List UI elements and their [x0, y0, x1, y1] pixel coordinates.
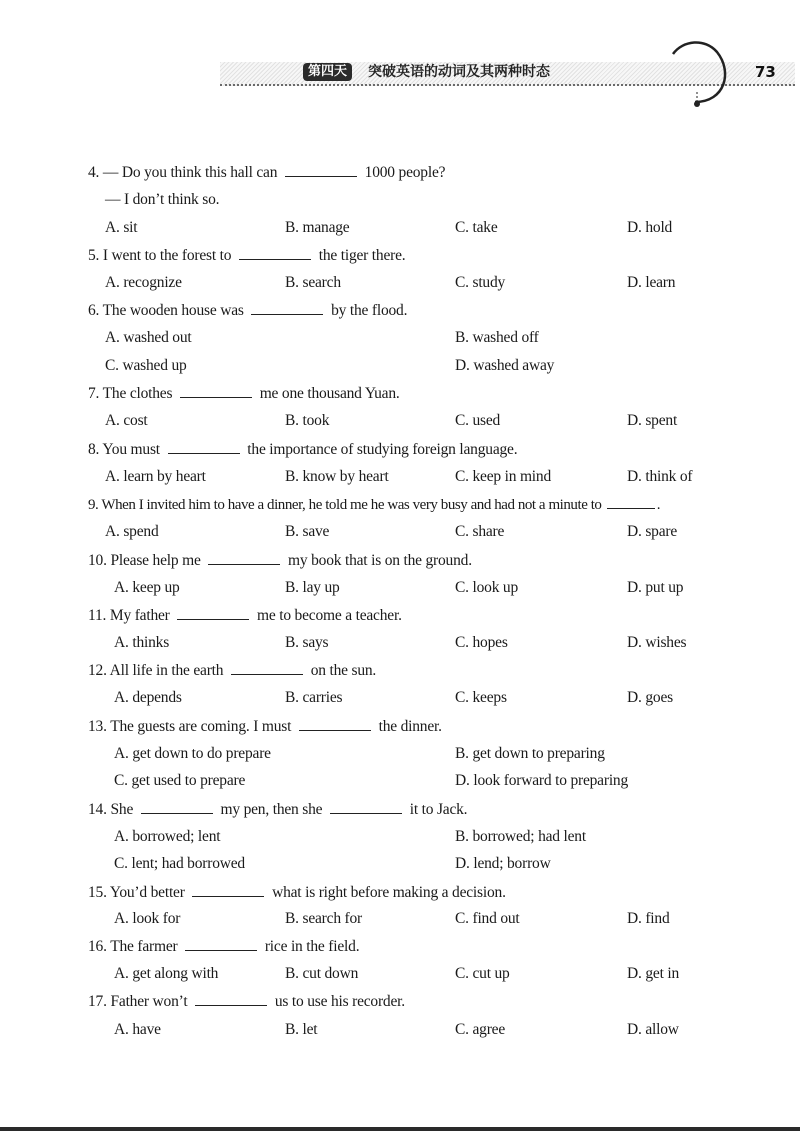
option-d[interactable]: D. allow — [627, 1021, 679, 1038]
option-d[interactable]: D. spare — [627, 523, 678, 540]
question-stem: The clothes — [102, 385, 173, 402]
option-d[interactable]: D. hold — [627, 219, 673, 236]
answer-blank[interactable] — [185, 935, 257, 951]
question-stem: The wooden house was — [102, 302, 244, 319]
question-stem: The farmer — [110, 938, 178, 955]
option-b[interactable]: B. says — [285, 634, 329, 651]
answer-blank[interactable] — [192, 881, 264, 897]
option-a[interactable]: A. thinks — [114, 634, 170, 651]
option-b[interactable]: B. manage — [285, 219, 350, 236]
answer-blank[interactable] — [208, 549, 280, 565]
option-d[interactable]: D. lend; borrow — [455, 855, 551, 872]
chapter-badge: 第四天 — [303, 63, 352, 81]
question-stem: All life in the earth — [109, 662, 224, 679]
answer-blank[interactable] — [251, 299, 323, 315]
page-bottom-rule — [0, 1127, 800, 1131]
question-stem-end: . — [656, 497, 661, 513]
question-8 — [88, 438, 778, 461]
option-d[interactable]: D. goes — [627, 689, 673, 706]
option-d[interactable]: D. get in — [627, 965, 680, 982]
question-11 — [88, 604, 778, 627]
answer-blank[interactable] — [239, 244, 311, 260]
option-a[interactable]: A. recognize — [105, 274, 182, 291]
question-stem: You’d better — [109, 884, 185, 901]
chapter-title: 突破英语的动词及其两种时态 — [368, 64, 550, 80]
option-c[interactable]: C. share — [455, 523, 505, 540]
question-16 — [88, 935, 778, 958]
question-stem-end: what is right before making a decision. — [272, 884, 506, 901]
answer-blank[interactable] — [168, 438, 240, 454]
option-b[interactable]: B. get down to preparing — [455, 745, 605, 762]
question-stem-end: the importance of studying foreign language. — [247, 441, 518, 458]
question-stem-middle: my pen, then she — [220, 801, 323, 818]
option-b[interactable]: B. know by heart — [285, 468, 389, 485]
question-number: 15. — [88, 884, 107, 901]
question-stem-end: by the flood. — [331, 302, 408, 319]
option-c[interactable]: C. find out — [455, 910, 520, 927]
option-c[interactable]: C. study — [455, 274, 506, 291]
question-4 — [88, 161, 778, 184]
question-stem-end: me one thousand Yuan. — [259, 385, 400, 402]
question-stem: I went to the forest to — [102, 247, 232, 264]
option-b[interactable]: B. lay up — [285, 579, 340, 596]
option-b[interactable]: B. took — [285, 412, 330, 429]
question-7 — [88, 382, 778, 405]
page-number: 73 — [755, 63, 776, 81]
option-d[interactable]: D. find — [627, 910, 670, 927]
option-c[interactable]: C. keeps — [455, 689, 507, 706]
question-stem-end: my book that is on the ground. — [288, 552, 472, 569]
question-number: 14. — [88, 801, 107, 818]
question-number: 6. — [88, 302, 100, 319]
question-13 — [88, 715, 778, 738]
question-reply: — I don’t think so. — [105, 191, 220, 208]
option-d[interactable]: D. look forward to preparing — [455, 772, 629, 789]
option-a[interactable]: A. washed out — [105, 329, 192, 346]
option-c[interactable]: C. washed up — [105, 357, 187, 374]
question-stem-end: us to use his recorder. — [274, 993, 405, 1010]
option-d[interactable]: D. washed away — [455, 357, 555, 374]
question-number: 5. — [88, 247, 100, 264]
question-number: 9. — [88, 497, 99, 513]
answer-blank[interactable] — [330, 798, 402, 814]
question-10 — [88, 549, 778, 572]
option-b[interactable]: B. search — [285, 274, 341, 291]
question-stem-end: rice in the field. — [264, 938, 360, 955]
answer-blank[interactable] — [231, 659, 303, 675]
option-d[interactable]: D. think of — [627, 468, 693, 485]
option-c[interactable]: C. keep in mind — [455, 468, 552, 485]
question-number: 16. — [88, 938, 107, 955]
option-c[interactable]: C. get used to prepare — [114, 772, 246, 789]
question-stem-end: 1000 people? — [364, 164, 446, 181]
question-number: 17. — [88, 993, 107, 1010]
question-stem-end: the dinner. — [378, 718, 442, 735]
question-number: 8. — [88, 441, 100, 458]
option-d[interactable]: D. wishes — [627, 634, 687, 651]
answer-blank[interactable] — [180, 382, 252, 398]
question-number: 11. — [88, 607, 107, 624]
answer-blank[interactable] — [177, 604, 249, 620]
option-c[interactable]: C. look up — [455, 579, 519, 596]
question-stem-end: it to Jack. — [409, 801, 468, 818]
option-c[interactable]: C. cut up — [455, 965, 510, 982]
option-a[interactable]: A. depends — [114, 689, 182, 706]
question-14 — [88, 798, 778, 821]
option-c[interactable]: C. hopes — [455, 634, 508, 651]
option-a[interactable]: A. look for — [114, 910, 181, 927]
option-c[interactable]: C. agree — [455, 1021, 506, 1038]
question-6 — [88, 299, 778, 322]
question-17 — [88, 990, 778, 1013]
option-d[interactable]: D. put up — [627, 579, 684, 596]
question-number: 7. — [88, 385, 100, 402]
question-stem: You must — [102, 441, 160, 458]
question-stem: — Do you think this hall can — [102, 164, 278, 181]
question-12 — [88, 659, 778, 682]
answer-blank[interactable] — [285, 161, 357, 177]
option-b[interactable]: B. washed off — [455, 329, 539, 346]
answer-blank[interactable] — [195, 990, 267, 1006]
question-number: 4. — [88, 164, 100, 181]
option-b[interactable]: B. save — [285, 523, 330, 540]
option-d[interactable]: D. spent — [627, 412, 678, 429]
question-9 — [88, 493, 778, 516]
option-a[interactable]: A. keep up — [114, 579, 180, 596]
question-stem: The guests are coming. I must — [110, 718, 292, 735]
option-a[interactable]: A. learn by heart — [105, 468, 206, 485]
option-b[interactable]: B. let — [285, 1021, 318, 1038]
option-a[interactable]: A. borrowed; lent — [114, 828, 221, 845]
option-b[interactable]: B. search for — [285, 910, 363, 927]
question-stem: Please help me — [110, 552, 201, 569]
option-a[interactable]: A. spend — [105, 523, 159, 540]
option-a[interactable]: A. get along with — [114, 965, 219, 982]
answer-blank[interactable] — [141, 798, 213, 814]
question-number: 10. — [88, 552, 107, 569]
option-a[interactable]: A. cost — [105, 412, 148, 429]
option-b[interactable]: B. cut down — [285, 965, 359, 982]
question-stem: She — [110, 801, 134, 818]
option-c[interactable]: C. lent; had borrowed — [114, 855, 245, 872]
question-stem-end: the tiger there. — [318, 247, 406, 264]
question-5 — [88, 244, 778, 267]
question-stem: Father won’t — [110, 993, 188, 1010]
option-c[interactable]: C. used — [455, 412, 501, 429]
option-d[interactable]: D. learn — [627, 274, 676, 291]
answer-blank[interactable] — [299, 715, 371, 731]
option-a[interactable]: A. sit — [105, 219, 138, 236]
option-a[interactable]: A. get down to do prepare — [114, 745, 271, 762]
option-c[interactable]: C. take — [455, 219, 498, 236]
question-15 — [88, 881, 778, 904]
question-stem: My father — [109, 607, 170, 624]
question-number: 13. — [88, 718, 107, 735]
question-number: 12. — [88, 662, 107, 679]
option-b[interactable]: B. carries — [285, 689, 343, 706]
option-a[interactable]: A. have — [114, 1021, 161, 1038]
question-stem: When I invited him to have a dinner, he told me he was very busy and had not a minute to — [101, 497, 602, 513]
question-stem-end: on the sun. — [310, 662, 377, 679]
option-b[interactable]: B. borrowed; had lent — [455, 828, 586, 845]
question-stem-end: me to become a teacher. — [257, 607, 402, 624]
answer-blank[interactable] — [607, 493, 655, 509]
